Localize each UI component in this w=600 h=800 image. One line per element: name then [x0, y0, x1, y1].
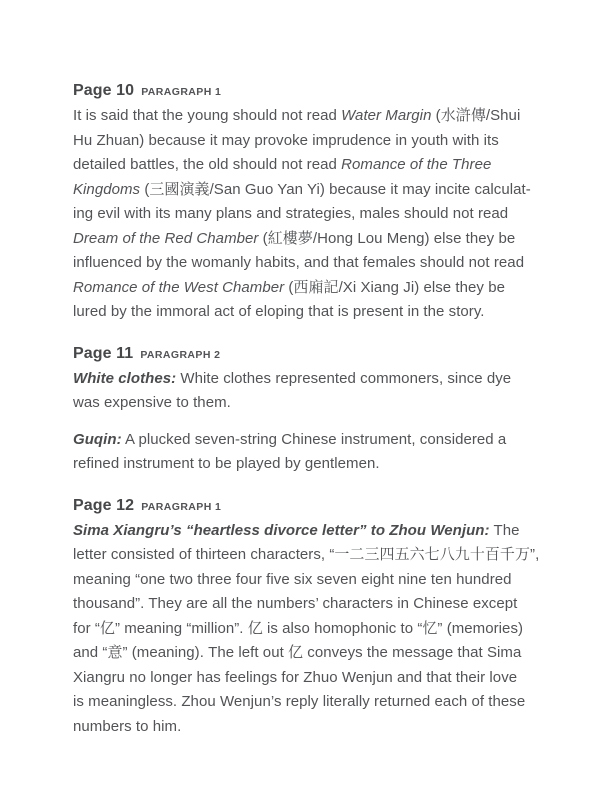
- page-label: Page 12: [73, 496, 135, 514]
- text-line: [73, 592, 550, 617]
- body-text: A plucked seven-string Chinese instrument, considered a: [121, 430, 507, 448]
- text-line: [73, 617, 550, 642]
- paragraph-label: PARAGRAPH 2: [140, 348, 221, 361]
- text-line: [73, 129, 550, 154]
- paragraph: [73, 519, 550, 740]
- body-text: letter consisted of thirteen characters, “一二三四五六七八九十百千万”,: [73, 546, 540, 563]
- text-line: [73, 227, 550, 252]
- text-line: [73, 104, 550, 129]
- text-line: [73, 251, 550, 276]
- text-line: [73, 666, 550, 691]
- body-text: (紅樓夢/Hong Lou Meng) else they be: [258, 229, 516, 247]
- body-text: refined instrument to be played by gentlemen.: [73, 455, 380, 472]
- text-line: [73, 153, 550, 178]
- section-body: [73, 367, 550, 477]
- section-page-12: [73, 496, 550, 740]
- text-line: [73, 391, 550, 416]
- body-text: (西廂記/Xi Xiang Ji) else they be: [284, 278, 505, 296]
- body-text: White clothes represented commoners, since dye: [176, 369, 512, 387]
- body-text: (三國演義/San Guo Yan Yi) because it may incite calculat-: [140, 180, 531, 198]
- section-body: [73, 104, 550, 325]
- body-text: thousand”. They are all the numbers’ characters in Chinese except: [73, 595, 518, 612]
- text-line: [73, 428, 550, 453]
- section-heading: [73, 344, 550, 365]
- emphasis-text: Romance of the Three: [341, 156, 492, 173]
- paragraph: [73, 428, 550, 477]
- body-text: Xiangru no longer has feelings for Zhuo Wenjun and that their love: [73, 668, 518, 686]
- body-text: was expensive to them.: [73, 394, 231, 411]
- text-line: [73, 715, 550, 740]
- body-text: ing evil with its many plans and strategies, males should not read: [73, 205, 509, 222]
- text-line: [73, 641, 550, 666]
- page-label: Page 11: [73, 344, 134, 362]
- text-line: [73, 300, 550, 325]
- body-text: (水滸傳/Shui: [431, 107, 521, 124]
- body-text: detailed battles, the old should not read: [73, 156, 342, 173]
- body-text: meaning “one two three four five six seven eight nine ten hundred: [73, 570, 512, 588]
- body-text: numbers to him.: [73, 717, 182, 735]
- text-line: [73, 178, 550, 203]
- text-line: [73, 367, 550, 392]
- paragraph: [73, 367, 550, 416]
- section-heading: [73, 496, 550, 517]
- paragraph: [73, 104, 550, 325]
- emphasis-text: Guqin:: [73, 430, 122, 448]
- emphasis-text: Water Margin: [341, 107, 432, 124]
- section-heading: [73, 81, 550, 102]
- emphasis-text: Kingdoms: [73, 180, 141, 198]
- text-line: [73, 568, 550, 593]
- section-page-11: [73, 344, 550, 477]
- text-line: [73, 276, 550, 301]
- text-line: [73, 202, 550, 227]
- emphasis-text: Romance of the West Chamber: [73, 278, 285, 296]
- text-line: [73, 690, 550, 715]
- body-text: It is said that the young should not read: [73, 107, 342, 124]
- text-line: [73, 543, 550, 568]
- body-text: lured by the immoral act of eloping that is present in the story.: [73, 303, 485, 320]
- section-body: [73, 519, 550, 740]
- text-line: [73, 452, 550, 477]
- page-label: Page 10: [73, 82, 135, 99]
- paragraph-label: PARAGRAPH 1: [141, 500, 222, 513]
- emphasis-text: White clothes:: [73, 369, 177, 387]
- emphasis-text: Sima Xiangru’s “heartless divorce letter” to Zhou Wenjun:: [73, 521, 490, 539]
- text-line: [73, 519, 550, 544]
- section-page-10: [73, 81, 550, 325]
- body-text: The: [489, 521, 520, 539]
- emphasis-text: Dream of the Red Chamber: [73, 229, 259, 247]
- body-text: for “亿” meaning “million”. 亿 is also homophonic to “忆” (memories): [73, 619, 524, 637]
- body-text: and “意” (meaning). The left out 亿 conveys the message that Sima: [73, 644, 522, 661]
- body-text: influenced by the womanly habits, and that females should not read: [73, 254, 525, 271]
- body-text: is meaningless. Zhou Wenjun’s reply literally returned each of these: [73, 693, 526, 710]
- paragraph-label: PARAGRAPH 1: [141, 86, 222, 98]
- body-text: Hu Zhuan) because it may provoke imprudence in youth with its: [73, 131, 499, 149]
